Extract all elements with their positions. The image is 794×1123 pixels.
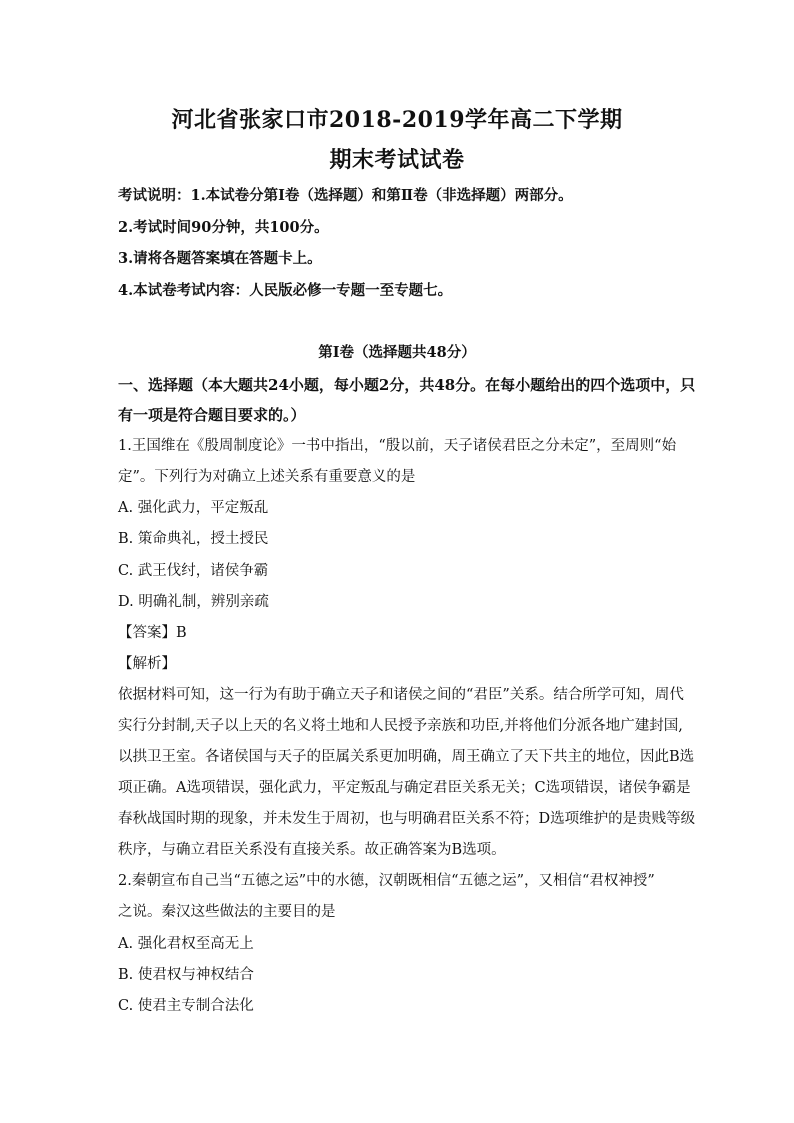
part-heading-line2: 有一项是符合题目要求的。） xyxy=(118,406,306,424)
instruction-3: 3.请将各题答案填在答题卡上。 xyxy=(118,250,322,267)
exam-title-line2: 期末考试试卷 xyxy=(329,147,465,173)
instruction-1: 考试说明：1.本试卷分第Ⅰ卷（选择题）和第Ⅱ卷（非选择题）两部分。 xyxy=(118,187,573,204)
exam-title-line1: 河北省张家口市2018-2019学年高二下学期 xyxy=(171,107,623,133)
section-title: 第Ⅰ卷（选择题共48分） xyxy=(318,344,476,361)
q1-analysis-label: 【解析】 xyxy=(118,656,176,672)
q1-option-a: A. 强化武力，平定叛乱 xyxy=(118,500,269,516)
q1-analysis-line: 以拱卫王室。各诸侯国与天子的臣属关系更加明确，周王确立了天下共主的地位，因此B选 xyxy=(118,749,695,765)
part-heading-line1: 一、选择题（本大题共24小题，每小题2分，共48分。在每小题给出的四个选项中，只 xyxy=(118,376,696,394)
q1-option-d: D. 明确礼制，辨别亲疏 xyxy=(118,594,269,610)
instruction-4: 4.本试卷考试内容：人民版必修一专题一至专题七。 xyxy=(118,282,453,299)
q1-analysis-line: 项正确。A选项错误，强化武力，平定叛乱与确定君臣关系无关；C选项错误，诸侯争霸是 xyxy=(118,780,691,796)
q2-option-a: A. 强化君权至高无上 xyxy=(118,936,254,952)
q2-option-c: C. 使君主专制合法化 xyxy=(118,998,254,1014)
q1-option-c: C. 武王伐纣，诸侯争霸 xyxy=(118,563,269,579)
q1-stem-line1: 1.王国维在《殷周制度论》一书中指出，“殷以前，天子诸侯君臣之分未定”，至周则“始 xyxy=(118,438,677,454)
q2-stem-line2: 之说。秦汉这些做法的主要目的是 xyxy=(118,904,336,920)
q1-analysis-line: 实行分封制,天子以上天的名义将土地和人民授予亲族和功臣,并将他们分派各地广建封国, xyxy=(118,718,683,734)
q1-answer: 【答案】B xyxy=(118,625,187,641)
q1-analysis-line: 春秋战国时期的现象，并未发生于周初，也与明确君臣关系不符；D选项维护的是贵贱等级 xyxy=(118,811,696,827)
q1-analysis-line: 秩序，与确立君臣关系没有直接关系。故正确答案为B选项。 xyxy=(118,842,506,858)
q1-option-b: B. 策命典礼，授土授民 xyxy=(118,531,269,547)
instruction-2: 2.考试时间90分钟，共100分。 xyxy=(118,219,329,236)
q1-analysis-line: 依据材料可知，这一行为有助于确立天子和诸侯之间的“君臣”关系。结合所学可知，周代 xyxy=(118,687,684,703)
q2-stem-line1: 2.秦朝宣布自己当“五德之运”中的水德，汉朝既相信“五德之运”，又相信“君权神授” xyxy=(118,873,655,889)
q1-stem-line2: 定”。下列行为对确立上述关系有重要意义的是 xyxy=(118,469,416,485)
q2-option-b: B. 使君权与神权结合 xyxy=(118,967,254,983)
